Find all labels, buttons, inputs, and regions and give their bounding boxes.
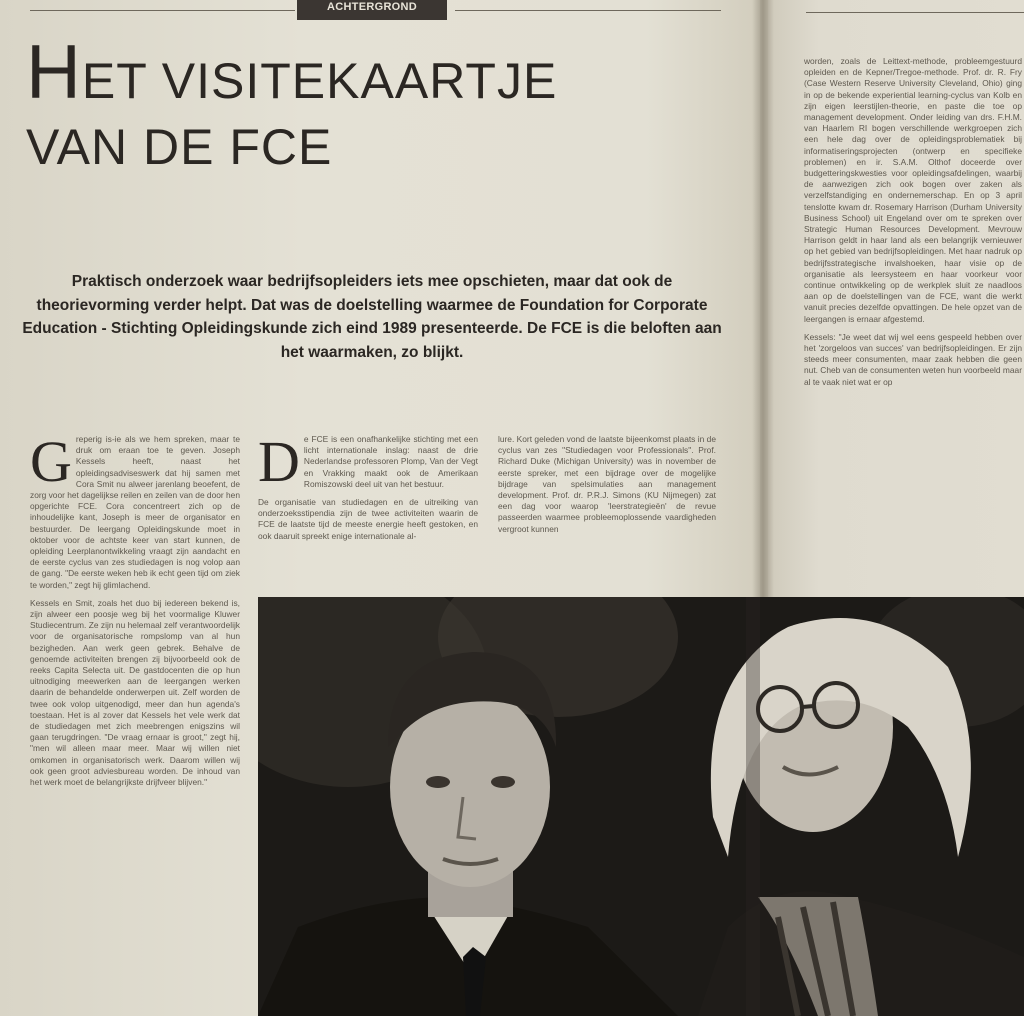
column-4-paragraph-2: Kessels: "Je weet dat wij wel eens gespeeld hebben over het 'zorgeloos van succes' van bedrijfsopleidingen. Er zijn steeds meer consumenten, maar zaak hebben die geen nut. Cheb van de consumenten weten hun voorbeeld maar al te vaak niet wat er op [804,331,1022,387]
column-3-paragraph-1: lure. Kort geleden vond de laatste bijeenkomst plaats in de cyclus van zes "Studiedagen voor Professionals". Prof. Richard Duke (Michigan University) was in november de eerste spreker, met een bijdrage over de mogelijke bijdrage van spelsimulaties aan management development. Prof. dr. P.R.J. Simons (KU Nijmegen) zat een dag voor waarop 'leerstrategieën' de revue passeerden waarmee probleemoplossende vaardigheden vergroot kunnen [498,434,716,534]
dropcap-d: D [258,434,300,494]
article-column-1 [30,434,240,1012]
column-2-paragraph-1: De FCE is een onafhankelijke stichting met een licht internationale inslag: naast de drie Nederlandse professoren Plomp, Van der Vegt en Vrakking maakt ook de Amerikaan Romiszowski deel uit van het bestuur. [258,434,478,494]
headline-line1: ET VISITEKAARTJE [81,53,558,109]
article-column-4 [804,56,1022,588]
top-rule-left [30,10,295,11]
column-1-paragraph-2: Kessels en Smit, zoals het duo bij iedereen bekend is, zijn alweer een poosje weg bij het voormalige Kluwer Studiecentrum. Ze zijn nu helemaal zelf verantwoordelijk voor de organisatorische rompslomp van al hun bezigheden. Aan werk geen gebrek. Behalve de genoemde activiteiten brengen zij bijvoorbeeld ook de reeks Capita Selecta uit. De gastdocenten die op hun uitnodiging meewerken aan de leergangen werken daarin de behandelde onderwerpen uit. Zelf worden de twee ook volop uitgenodigd, meer dan hun agenda's toestaan. Het is al zover dat Kessels het vele werk dat de studiedagen met zich meebrengen enigszins wil gaan terugdringen. "De vraag ernaar is groot," zegt hij, "men wil alleen maar meer. Maar wij willen niet omkomen in organisatorisch werk. Daarom willen wij ook geen groot adviesbureau worden. De inhoud van het werk moet de belangrijkste drijfveer blijven." [30,597,240,788]
article-column-3 [498,434,716,586]
column-1-paragraph-1: Greperig is-ie als we hem spreken, maar te druk om eraan toe te geven. Joseph Kessels heeft, naast het opleidingsadviseswerk dat hij samen met Cora Smit nu alweer jarenlang beoefent, de zorg voor het dagelijkse reilen en zeilen van de door hen opgerichte FCE. Cora concentreert zich op de inhoudelijke kant, Joseph is meer de organisator en bestuurder. De leergang Opleidingskunde moet in oktober voor de achtste keer van start kunnen, de opleiding Leerplanontwikkeling vraagt zijn aandacht en de eerste cyclus van zes studiedagen is nog volop aan de gang. "De eerste weken heb ik echt geen tijd om ziek te worden," zegt hij glimlachend. [30,434,240,590]
portrait-photo [258,597,1024,1016]
headline-line2: VAN DE FCE [26,119,333,175]
article-column-2 [258,434,478,586]
column-2-paragraph-2: De organisatie van studiedagen en de uitreiking van onderzoeksstipendia zijn de twee activiteiten waarin de FCE de laatste tijd de meeste energie heeft gestoken, en ook daaruit spreekt enige internationale al- [258,497,478,541]
headline [26,30,558,176]
dropcap-g: G [30,434,72,494]
headline-initial: H [26,30,82,115]
top-rule-middle [455,10,721,11]
section-label: ACHTERGROND [297,0,447,20]
top-rule-right [806,12,1024,13]
lead-paragraph: Praktisch onderzoek waar bedrijfsopleiders iets mee opschieten, maar dat ook de theorievorming verder helpt. Dat was de doelstelling waarmee de Foundation for Corporate Education - Stichting Opleidingskunde zich eind 1989 presenteerde. De FCE is die beloften aan het waarmaken, zo blijkt. [22,273,722,361]
column-4-paragraph-1: worden, zoals de Leittext-methode, probleemgestuurd opleiden en de Kepner/Tregoe-methode. Prof. dr. R. Fry (Case Western Reserve University Cleveland, Ohio) ging in op de bekende experiential learning-cyclus van Kolb en zijn eigen leerstijlen-theorie, en paste die toe op management development. Onder leiding van drs. F.H.M. van Haarlem RI bogen verschillende werkgroepen zich een hele dag over de opleidingsproblematiek bij informatiseringsprojecten (ontwerp en specifieke problemen) en ir. S.A.M. Olthof doceerde over budgetteringskwesties voor opleidingsafdelingen, waarbij de aanwezigen zich ook bogen over zaken als verzelfstandiging en ondernemerschap. En op 3 april tenslotte kwam dr. Rosemary Harrison (Durham University Business School) uit Engeland over om te spreken over Strategic Human Resources Development. Mevrouw Harrison geldt in haar land als een belangrijk vernieuwer op het gebied van bedrijfsopleidingen. Met haar nadruk op bedrijfsstrategische invalshoeken, haar visie op de organisatie als leersysteem en haar voorkeur voor continue ontwikkeling op de werkplek sluit ze naadloos aan op de doelstellingen van de FCE, want die werkt vanuit precies dezelfde opvattingen. De hele opzet van de leergangen is ernaar afgestemd. [804,56,1022,324]
